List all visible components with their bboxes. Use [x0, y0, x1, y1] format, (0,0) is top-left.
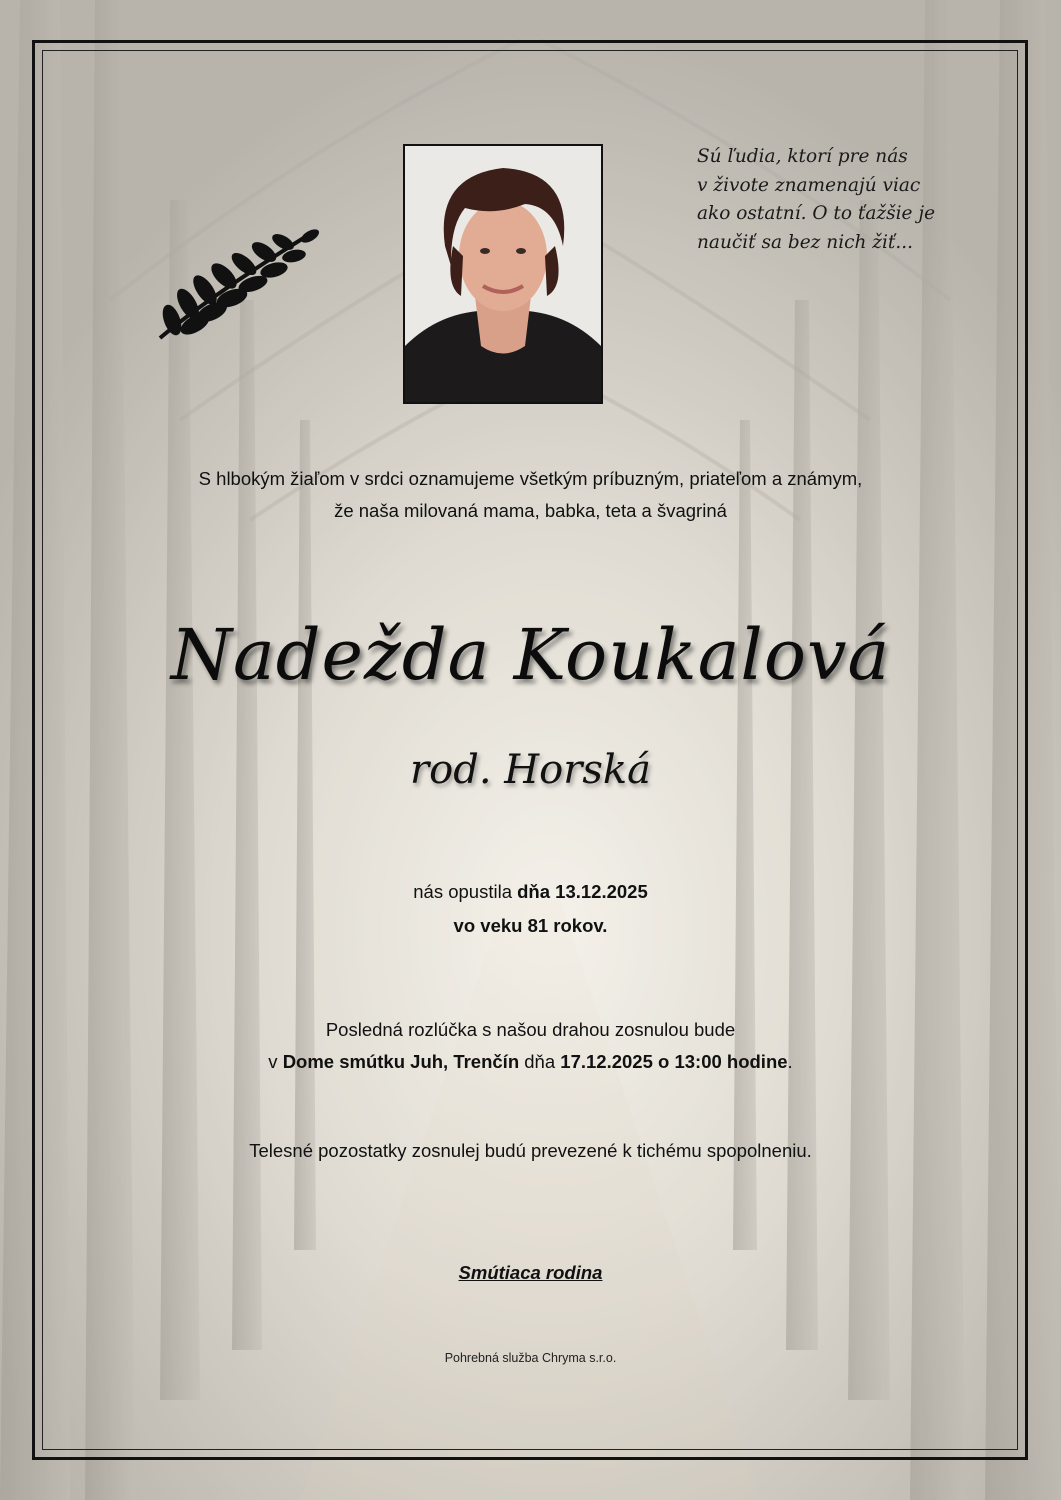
family-signature: Smútiaca rodina	[458, 1262, 603, 1283]
farewell-mid: dňa	[519, 1051, 561, 1072]
portrait-photo	[403, 144, 603, 404]
quote-line: Sú ľudia, ktorí pre nás	[697, 146, 908, 167]
death-age	[0, 909, 1061, 943]
farewell-line: Posledná rozlúčka s našou drahou zosnulou bude	[325, 1019, 736, 1040]
announcement-intro	[0, 463, 1061, 527]
palm-branch-icon	[150, 216, 320, 346]
portrait-image	[405, 146, 601, 402]
death-age-text: vo veku 81 rokov.	[453, 915, 608, 936]
death-date: dňa 13.12.2025	[517, 881, 648, 902]
farewell-pre: v	[268, 1051, 283, 1072]
quote-line: naučiť sa bez nich žiť...	[697, 231, 914, 253]
farewell-datetime: 17.12.2025 o 13:00 hodine	[560, 1051, 788, 1072]
quote-line: ako ostatní. O to ťažšie je	[697, 203, 936, 224]
farewell-post: .	[787, 1051, 793, 1072]
farewell-place: Dome smútku Juh, Trenčín	[282, 1051, 520, 1072]
death-prefix: nás opustila	[413, 881, 518, 902]
farewell-info	[0, 1014, 1061, 1078]
farewell-details	[0, 1046, 1061, 1078]
maiden-name: rod. Horská	[410, 747, 651, 793]
intro-line: že naša milovaná mama, babka, teta a švagriná	[334, 500, 727, 521]
remains-note: Telesné pozostatky zosnulej budú prevezené k tichému spopolneniu.	[249, 1140, 812, 1161]
deceased-name: Nadežda Koukalová	[170, 614, 891, 696]
intro-line: S hlbokým žiaľom v srdci oznamujeme všetkým príbuzným, priateľom a známym,	[198, 468, 863, 489]
funeral-service-footer: Pohrebná služba Chryma s.r.o.	[444, 1351, 617, 1365]
quote-text	[697, 143, 977, 257]
quote-line: v živote znamenajú viac	[697, 174, 921, 196]
death-info	[0, 875, 1061, 943]
death-date-line	[0, 875, 1061, 909]
